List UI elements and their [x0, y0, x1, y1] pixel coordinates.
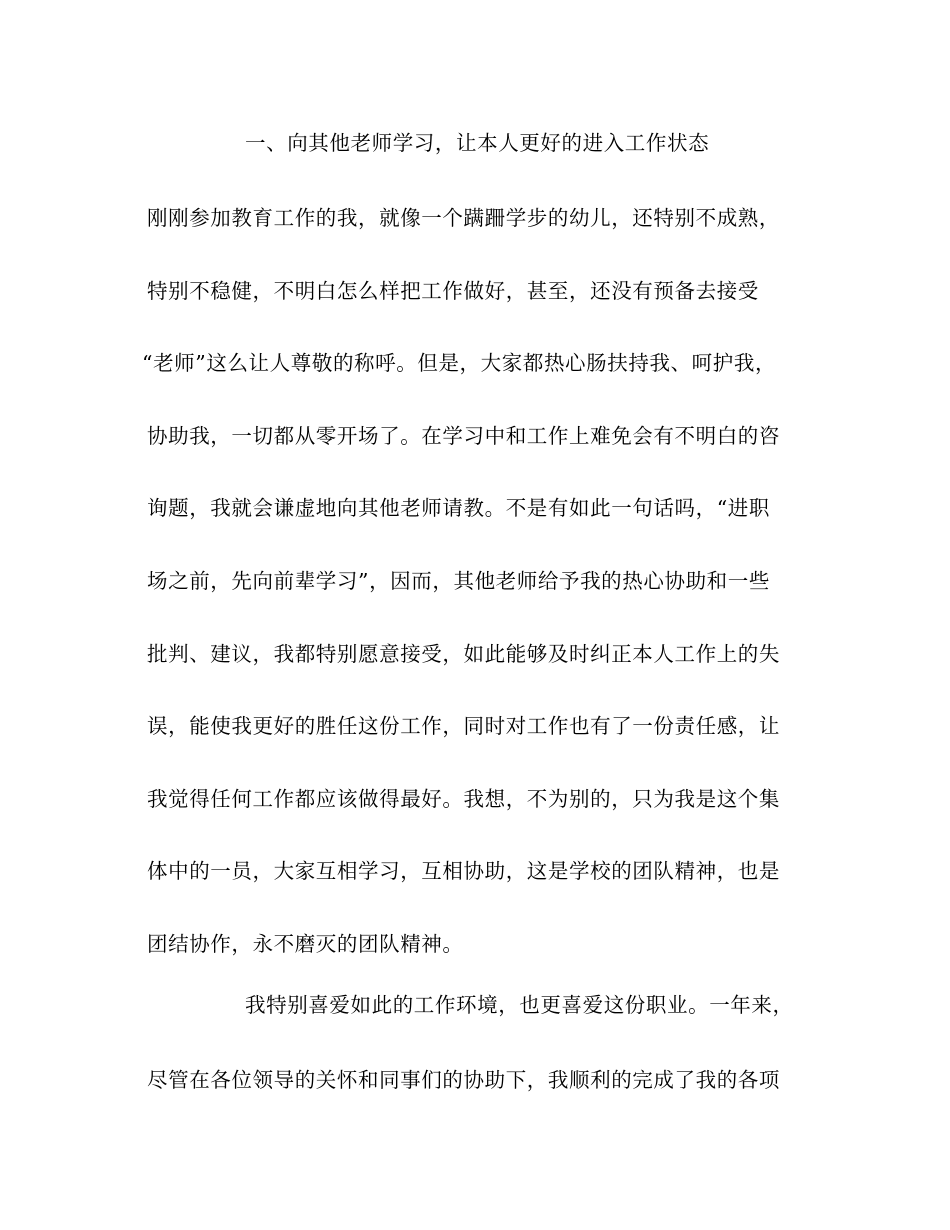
- section-heading: 一、向其他老师学习，让本人更好的进入工作状态: [245, 131, 710, 155]
- paragraph-line: 特别不稳健，不明白怎么样把工作做好，甚至，还没有预备去接受: [147, 279, 759, 303]
- paragraph-line: 体中的一员，大家互相学习，互相协助，这是学校的团队精神，也是: [147, 859, 780, 883]
- paragraph-line: 协助我，一切都从零开场了。在学习中和工作上难免会有不明白的咨: [147, 424, 780, 448]
- paragraph-line: 批判、建议，我都特别愿意接受，如此能够及时纠正本人工作上的失: [147, 642, 780, 666]
- paragraph-line: 场之前，先向前辈学习”，因而，其他老师给予我的热心协助和一些: [147, 569, 770, 593]
- paragraph-line: “老师”这么让人尊敬的称呼。但是，大家都热心肠扶持我、呵护我，: [142, 351, 777, 375]
- paragraph-line: 团结协作，永不磨灭的团队精神。: [147, 932, 464, 956]
- paragraph-line: 我觉得任何工作都应该做得最好。我想，不为别的，只为我是这个集: [147, 787, 780, 811]
- paragraph-line: 尽管在各位领导的关怀和同事们的协助下，我顺利的完成了我的各项: [147, 1068, 780, 1092]
- paragraph-line: 询题，我就会谦虚地向其他老师请教。不是有如此一句话吗，“进职: [147, 496, 770, 520]
- paragraph-line: 刚刚参加教育工作的我，就像一个蹒跚学步的幼儿，还特别不成熟，: [147, 206, 780, 230]
- paragraph-line: 我特别喜爱如此的工作环境，也更喜爱这份职业。一年来，: [245, 993, 794, 1017]
- paragraph-line: 误，能使我更好的胜任这份工作，同时对工作也有了一份责任感，让: [147, 714, 780, 738]
